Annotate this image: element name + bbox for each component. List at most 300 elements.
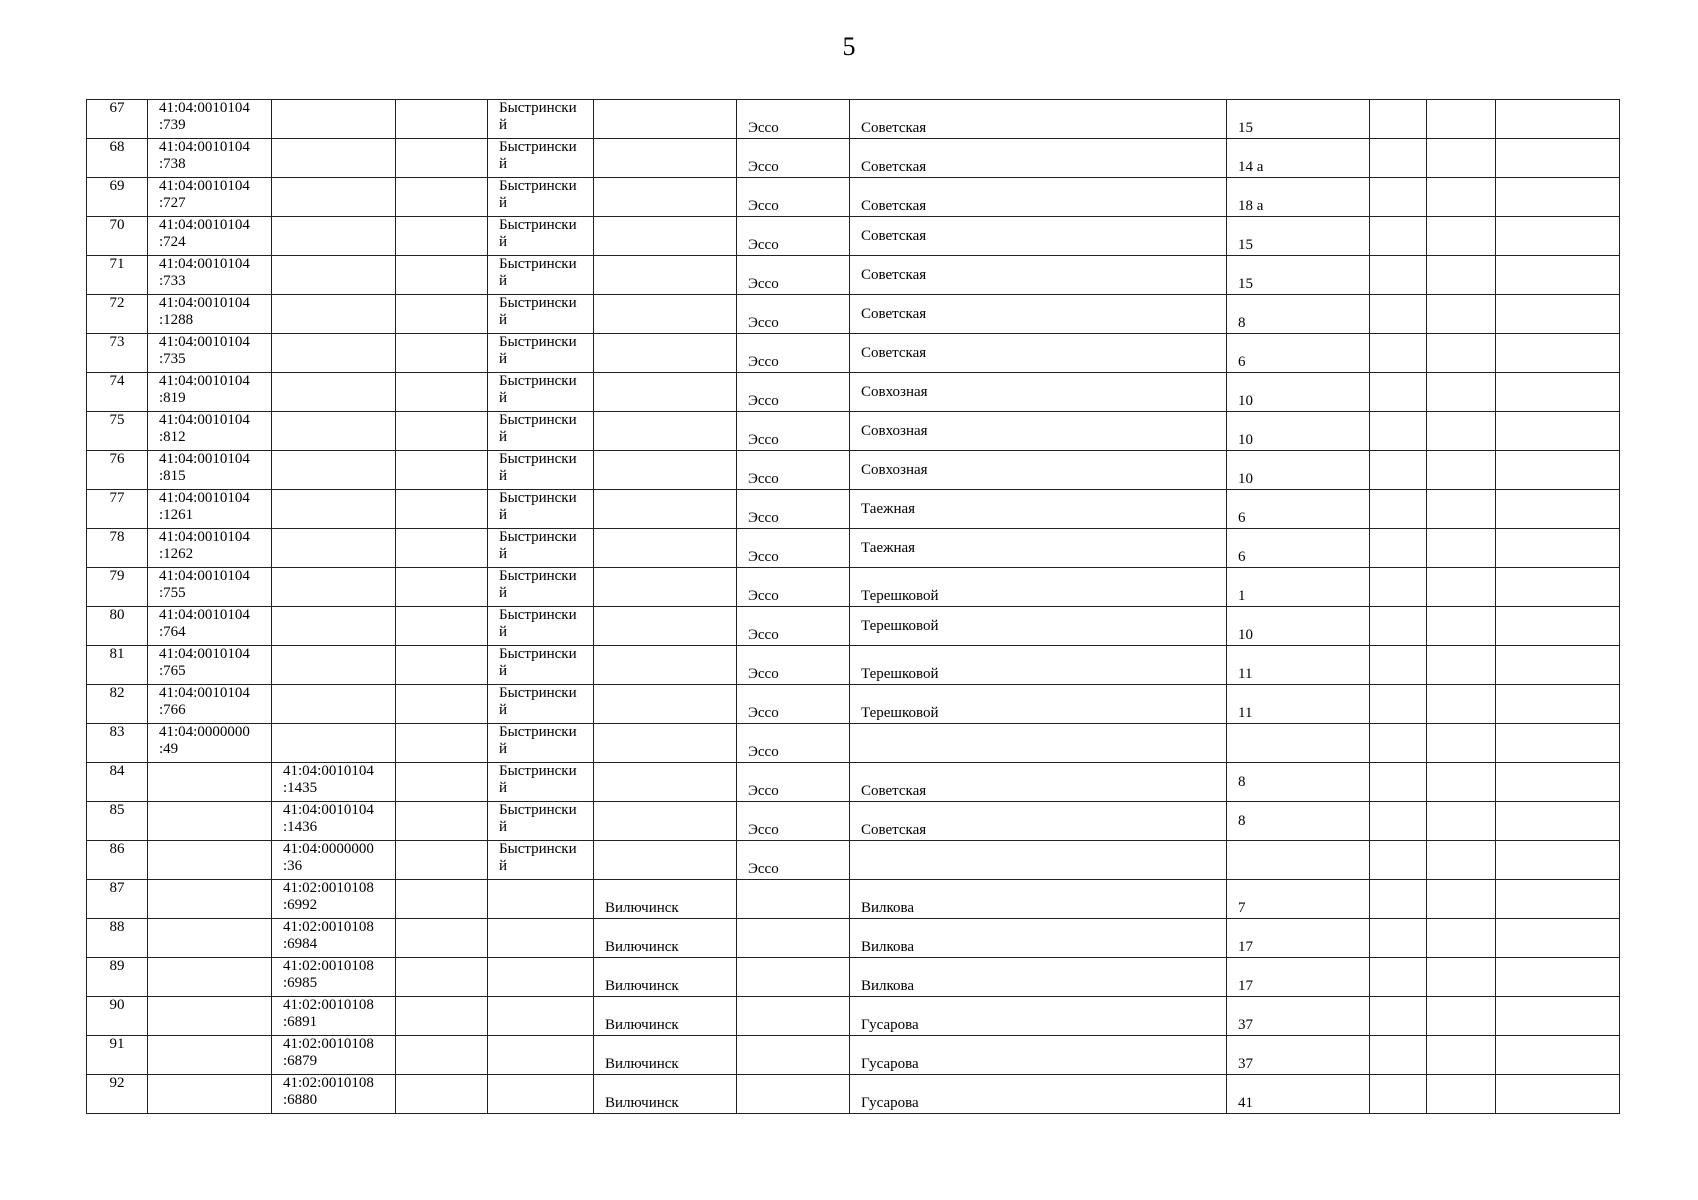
row-number: 74	[87, 373, 148, 412]
row-number: 72	[87, 295, 148, 334]
table-row	[87, 217, 1620, 256]
empty-cell	[1496, 100, 1620, 139]
street-cell: Вилкова	[850, 919, 1227, 958]
street-cell: Советская	[850, 802, 1227, 841]
house-number-cell: 37	[1227, 997, 1370, 1036]
empty-cell	[1496, 919, 1620, 958]
table-row	[87, 100, 1620, 139]
empty-cell	[1370, 451, 1427, 490]
house-number-cell: 15	[1227, 256, 1370, 295]
house-number-cell: 6	[1227, 334, 1370, 373]
district-cell: Быстрински й	[488, 529, 594, 568]
empty-cell	[396, 568, 488, 607]
empty-cell	[1496, 763, 1620, 802]
empty-cell	[396, 997, 488, 1036]
row-number: 84	[87, 763, 148, 802]
empty-cell	[1496, 139, 1620, 178]
house-number-cell: 6	[1227, 529, 1370, 568]
cadastral-number-alt-cell	[272, 490, 396, 529]
empty-cell	[396, 958, 488, 997]
table-row	[87, 919, 1620, 958]
house-number-cell: 8	[1227, 295, 1370, 334]
cadastral-number-alt-cell	[272, 217, 396, 256]
city-cell	[594, 646, 737, 685]
empty-cell	[396, 607, 488, 646]
cadastral-number-alt-cell: 41:04:0010104 :1435	[272, 763, 396, 802]
empty-cell	[396, 1075, 488, 1114]
city-cell	[594, 490, 737, 529]
city-cell	[594, 802, 737, 841]
district-cell	[488, 958, 594, 997]
street-cell: Гусарова	[850, 997, 1227, 1036]
cadastral-number-cell	[148, 997, 272, 1036]
district-cell	[488, 880, 594, 919]
empty-cell	[1496, 412, 1620, 451]
house-number-cell	[1227, 841, 1370, 880]
empty-cell	[1496, 178, 1620, 217]
district-cell: Быстрински й	[488, 334, 594, 373]
empty-cell	[1427, 568, 1496, 607]
row-number: 69	[87, 178, 148, 217]
table-row	[87, 607, 1620, 646]
settlement-cell	[737, 1036, 850, 1075]
cadastral-number-cell: 41:04:0010104 :1262	[148, 529, 272, 568]
cadastral-number-cell: 41:04:0010104 :755	[148, 568, 272, 607]
cadastral-number-alt-cell: 41:02:0010108 :6992	[272, 880, 396, 919]
table-row	[87, 295, 1620, 334]
settlement-cell: Эссо	[737, 763, 850, 802]
house-number-cell: 17	[1227, 958, 1370, 997]
cadastral-number-alt-cell	[272, 373, 396, 412]
settlement-cell: Эссо	[737, 178, 850, 217]
empty-cell	[1427, 607, 1496, 646]
district-cell: Быстрински й	[488, 217, 594, 256]
table-row	[87, 1075, 1620, 1114]
cadastral-number-cell: 41:04:0010104 :735	[148, 334, 272, 373]
empty-cell	[1370, 373, 1427, 412]
cadastral-number-alt-cell	[272, 295, 396, 334]
empty-cell	[1370, 646, 1427, 685]
empty-cell	[1496, 841, 1620, 880]
empty-cell	[1427, 958, 1496, 997]
cadastral-number-cell: 41:04:0010104 :1288	[148, 295, 272, 334]
empty-cell	[396, 334, 488, 373]
empty-cell	[1427, 880, 1496, 919]
empty-cell	[1427, 763, 1496, 802]
house-number-cell: 6	[1227, 490, 1370, 529]
settlement-cell: Эссо	[737, 334, 850, 373]
street-cell: Советская	[850, 217, 1227, 256]
district-cell: Быстрински й	[488, 685, 594, 724]
empty-cell	[1496, 256, 1620, 295]
settlement-cell: Эссо	[737, 412, 850, 451]
street-cell: Советская	[850, 139, 1227, 178]
empty-cell	[1370, 1036, 1427, 1075]
empty-cell	[396, 724, 488, 763]
cadastral-number-cell: 41:04:0010104 :727	[148, 178, 272, 217]
house-number-cell: 10	[1227, 607, 1370, 646]
table-row	[87, 880, 1620, 919]
cadastral-number-cell: 41:04:0010104 :764	[148, 607, 272, 646]
settlement-cell: Эссо	[737, 841, 850, 880]
street-cell: Совхозная	[850, 373, 1227, 412]
row-number: 73	[87, 334, 148, 373]
empty-cell	[1427, 802, 1496, 841]
street-cell: Таежная	[850, 490, 1227, 529]
empty-cell	[1496, 646, 1620, 685]
cadastral-number-cell: 41:04:0010104 :815	[148, 451, 272, 490]
cadastral-number-alt-cell	[272, 178, 396, 217]
settlement-cell: Эссо	[737, 451, 850, 490]
city-cell	[594, 100, 737, 139]
empty-cell	[1370, 880, 1427, 919]
house-number-cell: 10	[1227, 451, 1370, 490]
district-cell: Быстрински й	[488, 412, 594, 451]
cadastral-number-alt-cell: 41:02:0010108 :6879	[272, 1036, 396, 1075]
table-body	[87, 100, 1620, 1114]
empty-cell	[1427, 451, 1496, 490]
settlement-cell: Эссо	[737, 373, 850, 412]
cadastral-number-cell: 41:04:0010104 :724	[148, 217, 272, 256]
empty-cell	[1496, 880, 1620, 919]
empty-cell	[1496, 217, 1620, 256]
empty-cell	[1496, 295, 1620, 334]
cadastral-number-cell	[148, 958, 272, 997]
house-number-cell: 15	[1227, 217, 1370, 256]
settlement-cell	[737, 1075, 850, 1114]
row-number: 87	[87, 880, 148, 919]
empty-cell	[1427, 1036, 1496, 1075]
empty-cell	[396, 529, 488, 568]
cadastral-number-cell: 41:04:0010104 :819	[148, 373, 272, 412]
table-row	[87, 334, 1620, 373]
district-cell: Быстрински й	[488, 724, 594, 763]
empty-cell	[1496, 373, 1620, 412]
row-number: 78	[87, 529, 148, 568]
settlement-cell: Эссо	[737, 646, 850, 685]
empty-cell	[1427, 412, 1496, 451]
street-cell: Советская	[850, 256, 1227, 295]
city-cell	[594, 217, 737, 256]
empty-cell	[1370, 178, 1427, 217]
empty-cell	[1496, 802, 1620, 841]
empty-cell	[396, 685, 488, 724]
city-cell	[594, 607, 737, 646]
row-number: 70	[87, 217, 148, 256]
empty-cell	[1496, 451, 1620, 490]
empty-cell	[1370, 139, 1427, 178]
empty-cell	[1496, 529, 1620, 568]
settlement-cell	[737, 919, 850, 958]
cadastral-number-alt-cell: 41:04:0000000 :36	[272, 841, 396, 880]
empty-cell	[1427, 685, 1496, 724]
district-cell: Быстрински й	[488, 256, 594, 295]
empty-cell	[1370, 1075, 1427, 1114]
row-number: 67	[87, 100, 148, 139]
row-number: 88	[87, 919, 148, 958]
city-cell: Вилючинск	[594, 958, 737, 997]
table-row	[87, 958, 1620, 997]
empty-cell	[1427, 139, 1496, 178]
district-cell: Быстрински й	[488, 646, 594, 685]
settlement-cell: Эссо	[737, 724, 850, 763]
city-cell: Вилючинск	[594, 919, 737, 958]
empty-cell	[1427, 529, 1496, 568]
row-number: 85	[87, 802, 148, 841]
table-row	[87, 997, 1620, 1036]
district-cell	[488, 997, 594, 1036]
street-cell: Советская	[850, 100, 1227, 139]
house-number-cell: 17	[1227, 919, 1370, 958]
city-cell	[594, 685, 737, 724]
empty-cell	[1427, 217, 1496, 256]
district-cell: Быстрински й	[488, 490, 594, 529]
row-number: 79	[87, 568, 148, 607]
row-number: 76	[87, 451, 148, 490]
table-row	[87, 412, 1620, 451]
house-number-cell: 8	[1227, 763, 1370, 802]
empty-cell	[1427, 490, 1496, 529]
row-number: 80	[87, 607, 148, 646]
settlement-cell	[737, 958, 850, 997]
empty-cell	[1427, 100, 1496, 139]
district-cell: Быстрински й	[488, 139, 594, 178]
street-cell: Гусарова	[850, 1036, 1227, 1075]
empty-cell	[396, 256, 488, 295]
empty-cell	[396, 217, 488, 256]
empty-cell	[1370, 295, 1427, 334]
empty-cell	[396, 919, 488, 958]
empty-cell	[1427, 724, 1496, 763]
empty-cell	[1370, 217, 1427, 256]
cadastral-number-alt-cell	[272, 256, 396, 295]
settlement-cell: Эссо	[737, 568, 850, 607]
street-cell: Советская	[850, 178, 1227, 217]
city-cell	[594, 295, 737, 334]
empty-cell	[1427, 841, 1496, 880]
district-cell	[488, 1075, 594, 1114]
cadastral-number-cell: 41:04:0010104 :733	[148, 256, 272, 295]
street-cell: Терешковой	[850, 685, 1227, 724]
house-number-cell: 14 а	[1227, 139, 1370, 178]
row-number: 71	[87, 256, 148, 295]
district-cell: Быстрински й	[488, 373, 594, 412]
empty-cell	[1370, 100, 1427, 139]
cadastral-number-alt-cell: 41:02:0010108 :6984	[272, 919, 396, 958]
settlement-cell: Эссо	[737, 529, 850, 568]
cadastral-number-alt-cell	[272, 607, 396, 646]
cadastral-number-alt-cell	[272, 139, 396, 178]
empty-cell	[1370, 607, 1427, 646]
settlement-cell: Эссо	[737, 685, 850, 724]
row-number: 75	[87, 412, 148, 451]
empty-cell	[1370, 997, 1427, 1036]
house-number-cell: 41	[1227, 1075, 1370, 1114]
settlement-cell: Эссо	[737, 490, 850, 529]
city-cell	[594, 529, 737, 568]
row-number: 83	[87, 724, 148, 763]
settlement-cell: Эссо	[737, 256, 850, 295]
cadastral-number-alt-cell: 41:02:0010108 :6891	[272, 997, 396, 1036]
table-row	[87, 139, 1620, 178]
table-row	[87, 646, 1620, 685]
table-row	[87, 568, 1620, 607]
empty-cell	[1427, 919, 1496, 958]
cadastral-number-alt-cell: 41:04:0010104 :1436	[272, 802, 396, 841]
cadastral-table	[86, 99, 1620, 1114]
city-cell	[594, 178, 737, 217]
district-cell: Быстрински й	[488, 295, 594, 334]
settlement-cell	[737, 880, 850, 919]
house-number-cell	[1227, 724, 1370, 763]
empty-cell	[1496, 724, 1620, 763]
empty-cell	[396, 1036, 488, 1075]
table-row	[87, 685, 1620, 724]
street-cell: Вилкова	[850, 958, 1227, 997]
empty-cell	[1427, 334, 1496, 373]
cadastral-number-alt-cell	[272, 412, 396, 451]
empty-cell	[1427, 646, 1496, 685]
cadastral-number-cell	[148, 841, 272, 880]
street-cell	[850, 841, 1227, 880]
cadastral-number-alt-cell	[272, 685, 396, 724]
row-number: 89	[87, 958, 148, 997]
table-row	[87, 451, 1620, 490]
city-cell	[594, 256, 737, 295]
empty-cell	[1496, 490, 1620, 529]
empty-cell	[396, 880, 488, 919]
empty-cell	[1370, 958, 1427, 997]
street-cell: Терешковой	[850, 607, 1227, 646]
empty-cell	[1427, 256, 1496, 295]
row-number: 77	[87, 490, 148, 529]
row-number: 81	[87, 646, 148, 685]
district-cell: Быстрински й	[488, 607, 594, 646]
street-cell: Терешковой	[850, 568, 1227, 607]
empty-cell	[396, 373, 488, 412]
empty-cell	[396, 412, 488, 451]
empty-cell	[396, 295, 488, 334]
empty-cell	[396, 178, 488, 217]
empty-cell	[396, 139, 488, 178]
empty-cell	[1427, 373, 1496, 412]
empty-cell	[396, 451, 488, 490]
table-row	[87, 763, 1620, 802]
city-cell: Вилючинск	[594, 997, 737, 1036]
table-row	[87, 178, 1620, 217]
city-cell	[594, 763, 737, 802]
empty-cell	[1496, 958, 1620, 997]
empty-cell	[1496, 607, 1620, 646]
cadastral-number-cell	[148, 802, 272, 841]
empty-cell	[1427, 178, 1496, 217]
settlement-cell: Эссо	[737, 217, 850, 256]
city-cell	[594, 841, 737, 880]
house-number-cell: 15	[1227, 100, 1370, 139]
empty-cell	[1370, 568, 1427, 607]
city-cell	[594, 412, 737, 451]
city-cell: Вилючинск	[594, 1075, 737, 1114]
empty-cell	[1370, 685, 1427, 724]
empty-cell	[1427, 295, 1496, 334]
settlement-cell: Эссо	[737, 100, 850, 139]
empty-cell	[1370, 919, 1427, 958]
settlement-cell: Эссо	[737, 607, 850, 646]
empty-cell	[396, 100, 488, 139]
table-row	[87, 529, 1620, 568]
house-number-cell: 7	[1227, 880, 1370, 919]
settlement-cell	[737, 997, 850, 1036]
empty-cell	[396, 802, 488, 841]
empty-cell	[1496, 685, 1620, 724]
table-row	[87, 373, 1620, 412]
street-cell: Советская	[850, 763, 1227, 802]
cadastral-number-cell	[148, 763, 272, 802]
district-cell: Быстрински й	[488, 178, 594, 217]
cadastral-number-cell: 41:04:0010104 :766	[148, 685, 272, 724]
empty-cell	[1370, 724, 1427, 763]
empty-cell	[1496, 1075, 1620, 1114]
settlement-cell: Эссо	[737, 295, 850, 334]
row-number: 90	[87, 997, 148, 1036]
house-number-cell: 1	[1227, 568, 1370, 607]
house-number-cell: 8	[1227, 802, 1370, 841]
empty-cell	[1370, 412, 1427, 451]
street-cell: Вилкова	[850, 880, 1227, 919]
table-row	[87, 841, 1620, 880]
cadastral-number-cell	[148, 1036, 272, 1075]
row-number: 68	[87, 139, 148, 178]
settlement-cell: Эссо	[737, 139, 850, 178]
cadastral-number-alt-cell	[272, 100, 396, 139]
district-cell	[488, 919, 594, 958]
table-row	[87, 724, 1620, 763]
district-cell: Быстрински й	[488, 100, 594, 139]
empty-cell	[1370, 529, 1427, 568]
street-cell	[850, 724, 1227, 763]
empty-cell	[1496, 334, 1620, 373]
house-number-cell: 18 а	[1227, 178, 1370, 217]
district-cell: Быстрински й	[488, 802, 594, 841]
cadastral-number-alt-cell	[272, 334, 396, 373]
street-cell: Совхозная	[850, 412, 1227, 451]
cadastral-number-alt-cell: 41:02:0010108 :6985	[272, 958, 396, 997]
empty-cell	[1370, 256, 1427, 295]
city-cell: Вилючинск	[594, 880, 737, 919]
street-cell: Таежная	[850, 529, 1227, 568]
empty-cell	[396, 841, 488, 880]
row-number: 92	[87, 1075, 148, 1114]
cadastral-number-alt-cell	[272, 724, 396, 763]
row-number: 82	[87, 685, 148, 724]
district-cell: Быстрински й	[488, 451, 594, 490]
table-row	[87, 1036, 1620, 1075]
table-row	[87, 256, 1620, 295]
house-number-cell: 11	[1227, 646, 1370, 685]
district-cell: Быстрински й	[488, 568, 594, 607]
cadastral-number-cell: 41:04:0010104 :739	[148, 100, 272, 139]
empty-cell	[1427, 1075, 1496, 1114]
house-number-cell: 11	[1227, 685, 1370, 724]
cadastral-number-cell: 41:04:0010104 :738	[148, 139, 272, 178]
empty-cell	[396, 490, 488, 529]
city-cell	[594, 724, 737, 763]
city-cell	[594, 451, 737, 490]
empty-cell	[1370, 763, 1427, 802]
cadastral-number-cell: 41:04:0010104 :812	[148, 412, 272, 451]
city-cell	[594, 373, 737, 412]
cadastral-number-cell	[148, 1075, 272, 1114]
